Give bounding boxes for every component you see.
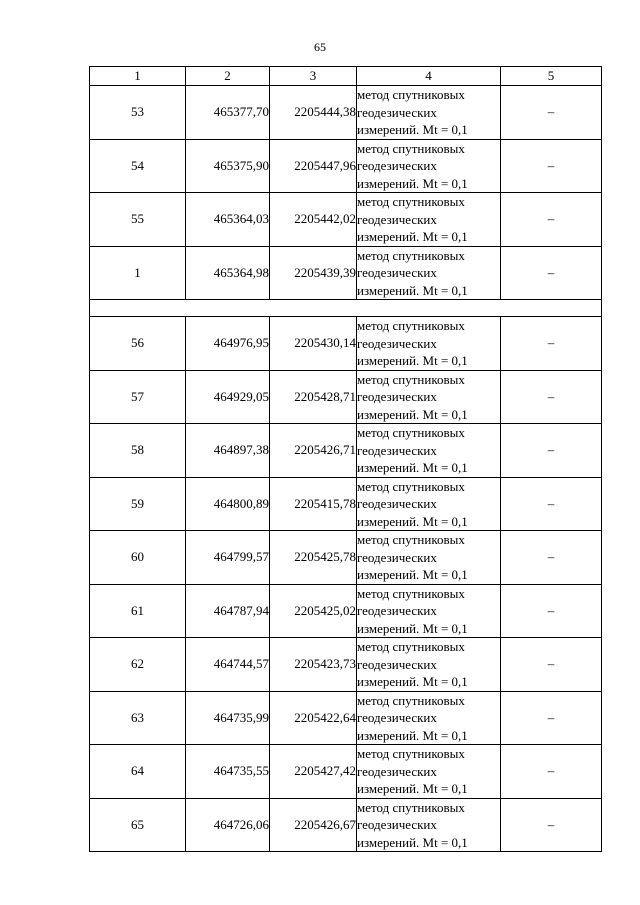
note-cell: –	[501, 424, 602, 478]
point-number: 54	[90, 139, 186, 193]
method-cell: метод спутниковых геодезических измерений. Mt = 0,1	[357, 370, 501, 424]
note-cell: –	[501, 370, 602, 424]
point-number: 1	[90, 246, 186, 300]
page-number: 65	[314, 40, 326, 54]
method-cell: метод спутниковых геодезических измерений. Mt = 0,1	[357, 424, 501, 478]
method-cell: метод спутниковых геодезических измерений. Mt = 0,1	[357, 139, 501, 193]
x-coordinate: 465364,98	[186, 246, 270, 300]
table-row	[90, 317, 602, 371]
method-cell: метод спутниковых геодезических измерений. Mt = 0,1	[357, 531, 501, 585]
x-coordinate: 464744,57	[186, 638, 270, 692]
point-number: 63	[90, 691, 186, 745]
point-number: 53	[90, 86, 186, 140]
y-coordinate: 2205427,42	[270, 745, 357, 799]
table-row	[90, 691, 602, 745]
method-cell: метод спутниковых геодезических измерений. Mt = 0,1	[357, 86, 501, 140]
y-coordinate: 2205442,02	[270, 193, 357, 247]
note-cell: –	[501, 246, 602, 300]
table-row	[90, 745, 602, 799]
table-row	[90, 584, 602, 638]
note-cell: –	[501, 193, 602, 247]
table-row	[90, 139, 602, 193]
table-row	[90, 638, 602, 692]
header-col-3: 3	[270, 67, 357, 86]
y-coordinate: 2205428,71	[270, 370, 357, 424]
note-cell: –	[501, 317, 602, 371]
header-col-1: 1	[90, 67, 186, 86]
method-cell: метод спутниковых геодезических измерений. Mt = 0,1	[357, 745, 501, 799]
note-cell: –	[501, 531, 602, 585]
coordinates-table	[89, 66, 602, 852]
method-cell: метод спутниковых геодезических измерений. Mt = 0,1	[357, 193, 501, 247]
note-cell: –	[501, 139, 602, 193]
x-coordinate: 464929,05	[186, 370, 270, 424]
method-cell: метод спутниковых геодезических измерений. Mt = 0,1	[357, 584, 501, 638]
x-coordinate: 464976,95	[186, 317, 270, 371]
point-number: 62	[90, 638, 186, 692]
point-number: 61	[90, 584, 186, 638]
table-row	[90, 477, 602, 531]
point-number: 64	[90, 745, 186, 799]
y-coordinate: 2205426,67	[270, 798, 357, 852]
method-cell: метод спутниковых геодезических измерений. Mt = 0,1	[357, 638, 501, 692]
table-row	[90, 370, 602, 424]
note-cell: –	[501, 798, 602, 852]
note-cell: –	[501, 584, 602, 638]
method-cell: метод спутниковых геодезических измерений. Mt = 0,1	[357, 317, 501, 371]
note-cell: –	[501, 86, 602, 140]
header-col-2: 2	[186, 67, 270, 86]
x-coordinate: 464735,99	[186, 691, 270, 745]
y-coordinate: 2205415,78	[270, 477, 357, 531]
point-number: 56	[90, 317, 186, 371]
y-coordinate: 2205425,02	[270, 584, 357, 638]
method-cell: метод спутниковых геодезических измерений. Mt = 0,1	[357, 798, 501, 852]
point-number: 60	[90, 531, 186, 585]
y-coordinate: 2205439,39	[270, 246, 357, 300]
method-cell: метод спутниковых геодезических измерений. Mt = 0,1	[357, 246, 501, 300]
table-row	[90, 246, 602, 300]
note-cell: –	[501, 477, 602, 531]
method-cell: метод спутниковых геодезических измерений. Mt = 0,1	[357, 691, 501, 745]
x-coordinate: 464787,94	[186, 584, 270, 638]
y-coordinate: 2205423,73	[270, 638, 357, 692]
x-coordinate: 464800,89	[186, 477, 270, 531]
x-coordinate: 464897,38	[186, 424, 270, 478]
point-number: 57	[90, 370, 186, 424]
note-cell: –	[501, 745, 602, 799]
y-coordinate: 2205447,96	[270, 139, 357, 193]
y-coordinate: 2205444,38	[270, 86, 357, 140]
table-row	[90, 86, 602, 140]
y-coordinate: 2205426,71	[270, 424, 357, 478]
note-cell: –	[501, 638, 602, 692]
y-coordinate: 2205422,64	[270, 691, 357, 745]
point-number: 65	[90, 798, 186, 852]
point-number: 55	[90, 193, 186, 247]
point-number: 58	[90, 424, 186, 478]
x-coordinate: 464799,57	[186, 531, 270, 585]
note-cell: –	[501, 691, 602, 745]
method-cell: метод спутниковых геодезических измерений. Mt = 0,1	[357, 477, 501, 531]
table-row	[90, 531, 602, 585]
y-coordinate: 2205430,14	[270, 317, 357, 371]
x-coordinate: 465377,70	[186, 86, 270, 140]
x-coordinate: 465364,03	[186, 193, 270, 247]
separator-row	[90, 300, 602, 317]
header-col-5: 5	[501, 67, 602, 86]
x-coordinate: 464726,06	[186, 798, 270, 852]
table-row	[90, 424, 602, 478]
table-row	[90, 193, 602, 247]
table-row	[90, 798, 602, 852]
x-coordinate: 464735,55	[186, 745, 270, 799]
point-number: 59	[90, 477, 186, 531]
separator-cell	[90, 300, 602, 317]
header-row	[90, 67, 602, 86]
header-col-4: 4	[357, 67, 501, 86]
y-coordinate: 2205425,78	[270, 531, 357, 585]
x-coordinate: 465375,90	[186, 139, 270, 193]
